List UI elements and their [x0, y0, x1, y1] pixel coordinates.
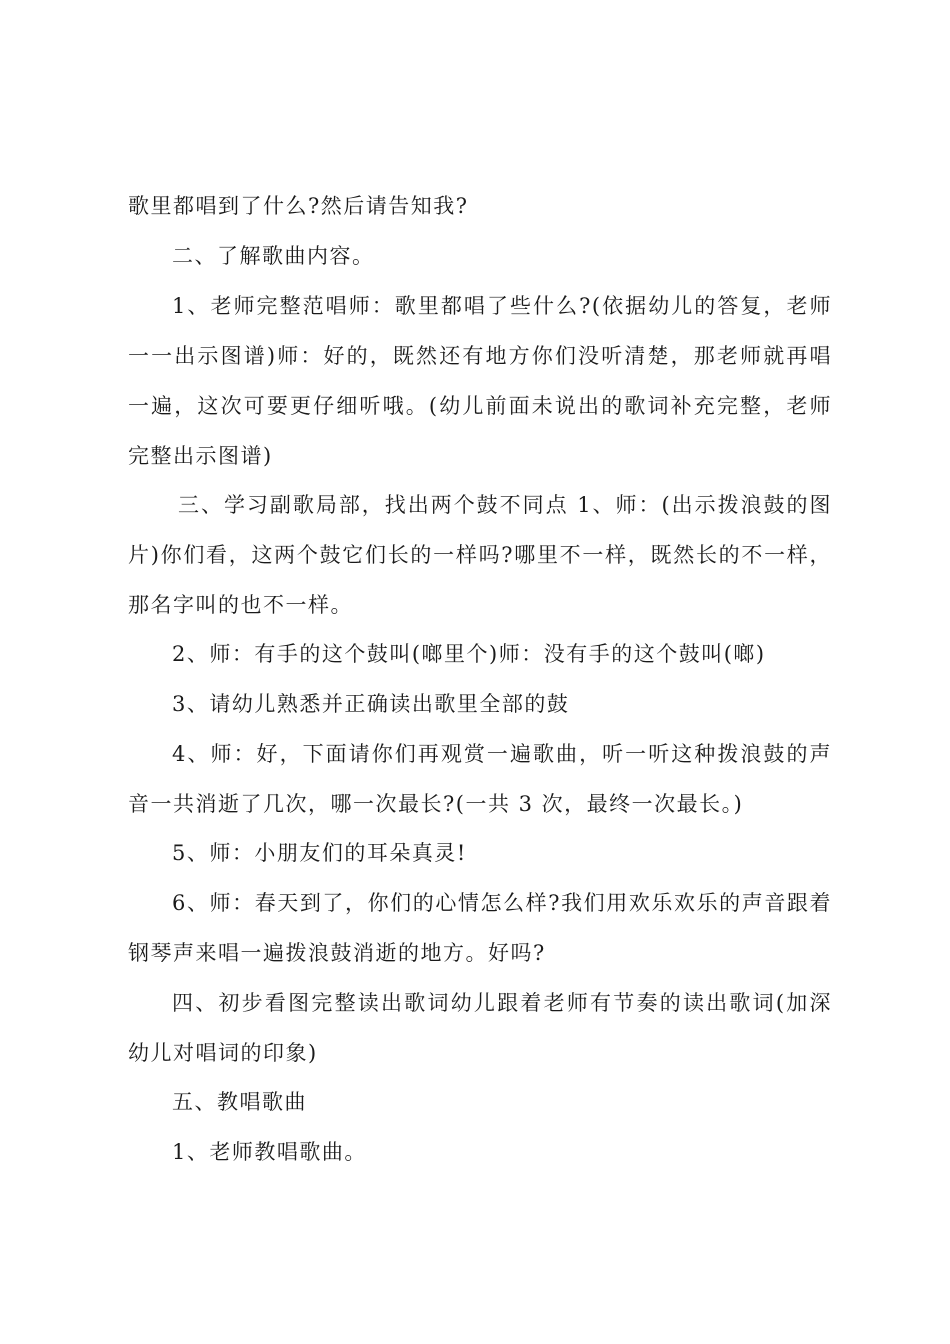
section-heading-3: 三、学习副歌局部，找出两个鼓不同点 1、师：(出示拨浪鼓的图片)你们看，这两个鼓它们长的一样吗?哪里不一样，既然长的不一样，那名字叫的也不一样。 [128, 493, 832, 617]
paragraph-3-4: 4、师：好，下面请你们再观赏一遍歌曲，听一听这种拨浪鼓的声音一共消逝了几次，哪一次最长?(一共 3 次，最终一次最长。) [128, 742, 832, 816]
section-heading-5: 五、教唱歌曲 [172, 1090, 307, 1114]
paragraph-3-6: 6、师：春天到了，你们的心情怎么样?我们用欢乐欢乐的声音跟着钢琴声来唱一遍拨浪鼓消逝的地方。好吗? [128, 891, 832, 965]
paragraph-3-5: 5、师：小朋友们的耳朵真灵! [172, 841, 467, 865]
section-heading-2: 二、了解歌曲内容。 [172, 244, 375, 268]
section-heading-4: 四、初步看图完整读出歌词幼儿跟着老师有节奏的读出歌词(加深幼儿对唱词的印象) [128, 991, 832, 1065]
paragraph-continuation: 歌里都唱到了什么?然后请告知我? [128, 194, 469, 218]
paragraph-2-1: 1、老师完整范唱师：歌里都唱了些什么?(依据幼儿的答复，老师一一出示图谱)师：好的，既然还有地方你们没听清楚，那老师就再唱一遍，这次可要更仔细听哦。(幼儿前面未说出的歌词补充完整，老师完整出示图谱) [128, 294, 832, 468]
paragraph-5-1: 1、老师教唱歌曲。 [172, 1140, 367, 1164]
paragraph-3-3: 3、请幼儿熟悉并正确读出歌里全部的鼓 [172, 692, 570, 716]
paragraph-3-2: 2、师：有手的这个鼓叫(啷里个)师：没有手的这个鼓叫(啷) [172, 642, 766, 666]
